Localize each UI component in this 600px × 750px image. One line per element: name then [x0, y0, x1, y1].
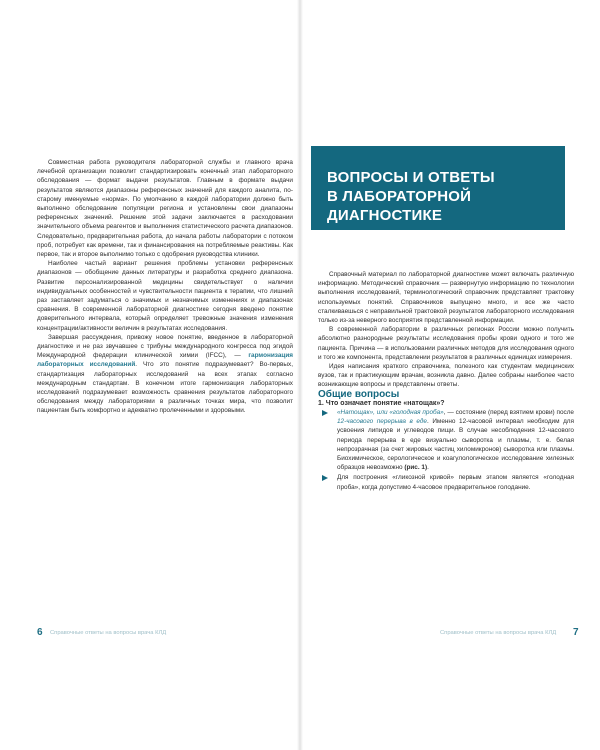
- break-term: 12-часового перерыва в еде: [337, 418, 427, 426]
- chapter-header-box: [311, 146, 565, 230]
- question-1: 1. Что означает понятие «натощак»?: [318, 399, 445, 407]
- chapter-title-line-1: ВОПРОСЫ И ОТВЕТЫ: [327, 169, 495, 186]
- arrow-bullet-icon: [322, 410, 328, 416]
- answer-text-part-2: . Именно 12-часовой интервал необходим для усвоения липидов и углеводов пищи. В случае несоблюдения 12-часового периода перерыва в еде визуально сыворотка и плазмы, т. е. белая непрозрачная (за счет жировых частиц хиломикронов) сыворотка или плазмы. Биохимическое, серологическое и коагулологическое исследование хилезных образцов невозможно: [337, 418, 574, 472]
- footer-right: Справочные ответы на вопросы врача КЛД: [440, 630, 557, 636]
- left-paragraph-3: [37, 333, 293, 416]
- answer-bullet-2: [318, 473, 574, 491]
- left-page: [0, 0, 299, 750]
- chapter-title-line-2: В ЛАБОРАТОРНОЙ ДИАГНОСТИКЕ: [327, 188, 472, 224]
- right-text-column: [318, 270, 574, 493]
- harmonization-term: гармонизация лабораторных исследований: [37, 352, 293, 369]
- arrow-bullet-icon: [322, 475, 328, 481]
- right-paragraph-1: Справочный материал по лабораторной диагностике может включать различную информацию. Методический справочник — развернутую информацию по технологии выполнения исследований, терминологический справочник представляет трактовку используемых понятий. Справочников выпущено много, и все же часто сталкиваешься с неправильной трактовкой результатов лабораторного исследования только из-за неверного восприятия представленной информации.: [318, 271, 574, 325]
- right-page: [301, 0, 600, 750]
- footer-left: Справочные ответы на вопросы врача КЛД: [50, 630, 167, 636]
- figure-reference: (рис. 1): [404, 464, 428, 472]
- left-paragraph-2: Наиболее частый вариант решения проблемы установки референсных диапазонов — обобщение данных литературы и разработка среднего диапазона. Развитие персонализированной медицины свидетельствует о наличии индивидуальных особенностей и чувствительности пациента к терапии, что лишний раз заставляет задуматься о значимых и незначимых изменениях и диапазонах сравнения. В современной лабораторной диагностике сегодня введено понятие доверительного интервала, который определяет тревожные значения изменения концентрации/активности величин в результатах исследования.: [37, 260, 293, 332]
- left-paragraph-3-part-1: Завершая рассуждения, привожу новое понятие, введенное в лабораторной диагностике и не раз звучавшее с трибуны международного конгресса под эгидой Международной федерации клинической химии (IFCC), —: [37, 333, 293, 360]
- answer-text-end: .: [427, 464, 429, 472]
- section-title: Общие вопросы: [318, 388, 400, 400]
- page-number-right: 7: [573, 627, 579, 638]
- answer-bullet-1: [318, 408, 574, 472]
- left-paragraph-3-part-2: . Что это понятие подразумевает? Во-первых, стандартизация лабораторных исследований на всех этапах согласно международным стандартам. В конечном итоге гармонизация лабораторных исследований подразумевает возможность сравнения результатов лабораторного обследования между лабораториями в различных точках мира, что позволит пациентам быть комфортно и адекватно пролеченными и здоровыми.: [37, 361, 293, 415]
- page-number-left: 6: [37, 627, 43, 638]
- right-paragraph-3: Идея написания краткого справочника, полезного как студентам медицинских вузов, так и практикующим врачам, возникла давно. Далее собраны наиболее часто возникающие вопросы и представлены ответы.: [318, 363, 574, 389]
- answer-bullet-2-text: Для построения «гликозной кривой» первым этапом является «голодная проба», когда допустимо 4-часовое предварительное голодание.: [337, 474, 574, 491]
- fasting-term: «Натощак», или «голодная проба»: [337, 409, 444, 417]
- chapter-title: [327, 168, 562, 225]
- answer-bullet-1-text: [337, 408, 574, 472]
- right-paragraph-2: В современной лаборатории в различных регионах России можно получить абсолютно разнородные результаты исследования пробы крови одного и того же пациента. Причина — в использовании различных методов для исследования одного и того же компонента, представлении результатов в различных единицах измерения.: [318, 326, 574, 361]
- answer-text-part-1: , — состояние (перед взятием крови) после: [443, 409, 574, 417]
- left-paragraph-1: Совместная работа руководителя лабораторной службы и главного врача лечебной организации позволит стандартизировать конечный этап лабораторного обследования — формат выдачи результатов. Главным в формате выдачи результатов являются диапазоны референсных значений для каждого аналита, по-старому именуемые «норма». По умолчанию в каждой лаборатории должно быть выполнено обследование популяции региона и установлены свои диапазоны референсных значений. Решение этой задачи заключается в расходовании значительного объема реагентов и выполнения статистического расчета диапазонов. Следовательно, предварительная работа, до начала работы лаборатории с потоком проб, потребует как времени, так и финансирования на потребляемые реактивы. Как первое, так и второе выполнимо только с одобрения руководства клиники.: [37, 159, 293, 259]
- left-text-column: [37, 158, 293, 416]
